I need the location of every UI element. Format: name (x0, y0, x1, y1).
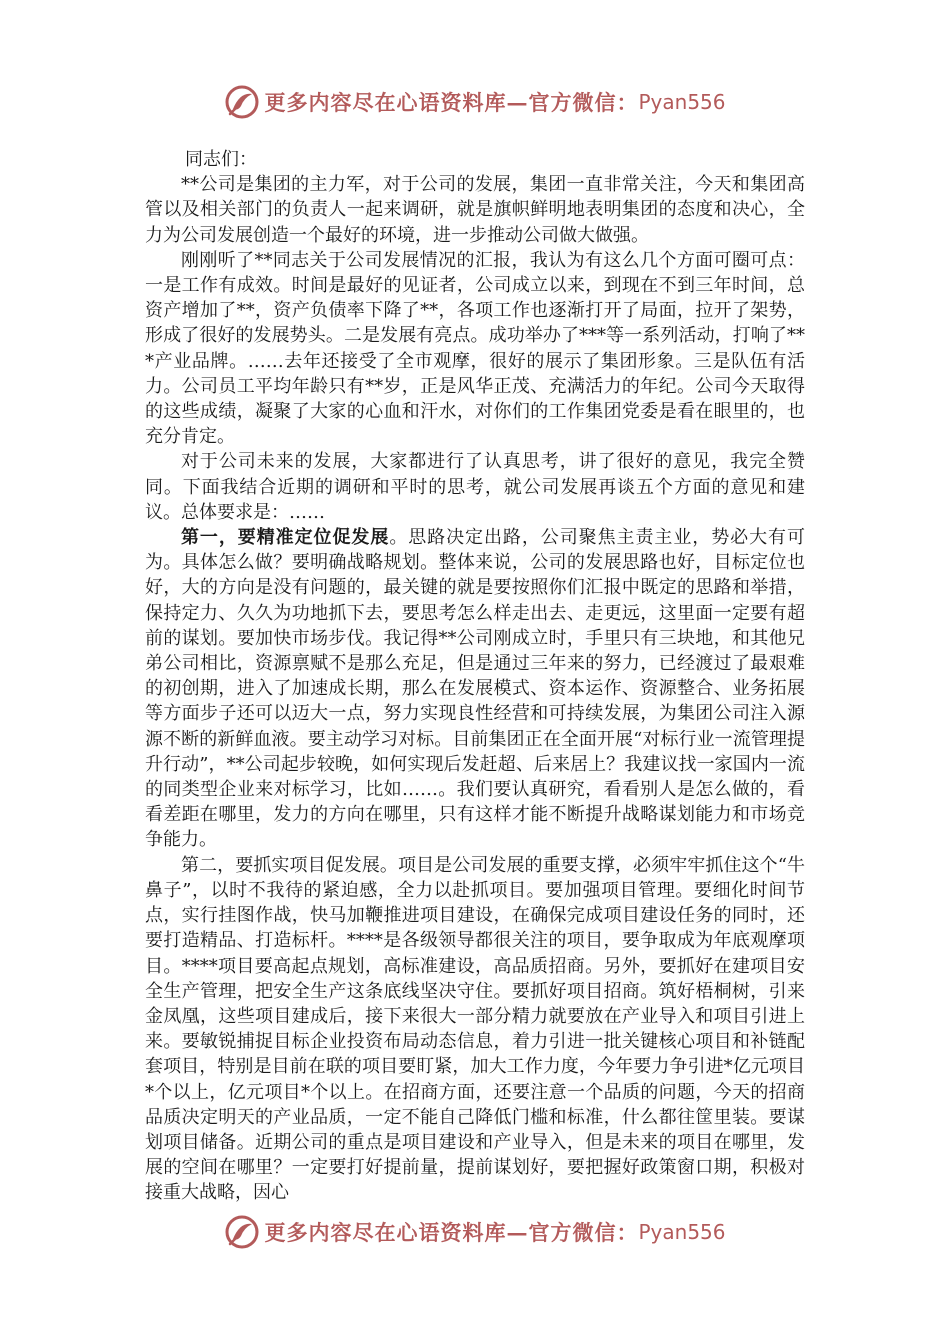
document-body (145, 147, 805, 1206)
greeting: 同志们： (185, 149, 257, 170)
header-site-text: 更多内容尽在心语资料库—官方微信： (264, 90, 639, 115)
footer-banner (0, 1212, 950, 1252)
site-logo-icon (224, 1214, 260, 1250)
header-wechat-id: Pyan556 (638, 90, 726, 114)
paragraph-intro: **公司是集团的主力军，对于公司的发展，集团一直非常关注，今天和集团高管以及相关部门的负责人一起来调研，就是旗帜鲜明地表明集团的态度和决心，全力为公司发展创造一个最好的环境，进一步推动公司做大做强。 (145, 174, 805, 246)
paragraph-point-one (145, 525, 805, 853)
point-one-heading: 第一，要精准定位促发展 (181, 527, 390, 549)
header-banner (0, 82, 950, 122)
footer-site-text: 更多内容尽在心语资料库—官方微信： (264, 1220, 639, 1245)
paragraph-point-two: 第二，要抓实项目促发展。项目是公司发展的重要支撑，必须牢牢抓住这个“牛鼻子”，以时不我待的紧迫感，全力以赴抓项目。要加强项目管理。要细化时间节点，实行挂图作战，快马加鞭推进项目建设，在确保完成项目建设任务的同时，还要打造精品、打造标杆。****是各级领导都很关注的项目，要争取成为年底观摩项目。****项目要高起点规划，高标准建设，高品质招商。另外，要抓好在建项目安全生产管理，把安全生产这条底线坚决守住。要抓好项目招商。筑好梧桐树，引来金凤凰，这些项目建成后，接下来很大一部分精力就要放在产业导入和项目引进上来。要敏锐捕捉目标企业投资布局动态信息，着力引进一批关键核心项目和补链配套项目，特别是目前在联的项目要盯紧，加大工作力度，今年要力争引进*亿元项目*个以上，亿元项目*个以上。在招商方面，还要注意一个品质的问题，今天的招商品质决定明天的产业品质，一定不能自己降低门槛和标准，什么都往筐里装。要谋划项目储备。近期公司的重点是项目建设和产业导入，但是未来的项目在哪里，发展的空间在哪里？一定要打好提前量，提前谋划好，要把握好政策窗口期，积极对接重大战略，因心 (145, 854, 805, 1204)
paragraph-achievements: 刚刚听了**同志关于公司发展情况的汇报，我认为有这么几个方面可圈可点：一是工作有成效。时间是最好的见证者，公司成立以来，到现在不到三年时间，总资产增加了**，资产负债率下降了**，各项工作也逐渐打开了局面，拉开了架势，形成了很好的发展势头。二是发展有亮点。成功举办了***等一系列活动，打响了***产业品牌。……去年还接受了全市观摩，很好的展示了集团形象。三是队伍有活力。公司员工平均年龄只有**岁，正是风华正茂、充满活力的年纪。公司今天取得的这些成绩，凝聚了大家的心血和汗水，对你们的工作集团党委是看在眼里的，也充分肯定。 (145, 249, 805, 448)
site-logo-icon (224, 84, 260, 120)
footer-wechat-id: Pyan556 (638, 1220, 726, 1244)
paragraph-overview: 对于公司未来的发展，大家都进行了认真思考，讲了很好的意见，我完全赞同。下面我结合近期的调研和平时的思考，就公司发展再谈五个方面的意见和建议。总体要求是：…… (145, 451, 805, 523)
point-one-body: 。思路决定出路，公司聚焦主责主业，势必大有可为。具体怎么做？要明确战略规划。整体来说，公司的发展思路也好，目标定位也好，大的方向是没有问题的，最关键的就是要按照你们汇报中既定的思路和举措，保持定力、久久为功地抓下去，要思考怎么样走出去、走更远，这里面一定要有超前的谋划。要加快市场步伐。我记得**公司刚成立时，手里只有三块地，和其他兄弟公司相比，资源禀赋不是那么充足，但是通过三年来的努力，已经渡过了最艰难的初创期，进入了加速成长期，那么在发展模式、资本运作、资源整合、业务拓展等方面步子还可以迈大一点，努力实现良性经营和可持续发展，为集团公司注入源源不断的新鲜血液。要主动学习对标。目前集团正在全面开展“对标行业一流管理提升行动”，**公司起步较晚，如何实现后发赶超、后来居上？我建议找一家国内一流的同类型企业来对标学习，比如……。我们要认真研究，看看别人是怎么做的，看看差距在哪里，发力的方向在哪里，只有这样才能不断提升战略谋划能力和市场竞争能力。 (145, 527, 805, 851)
